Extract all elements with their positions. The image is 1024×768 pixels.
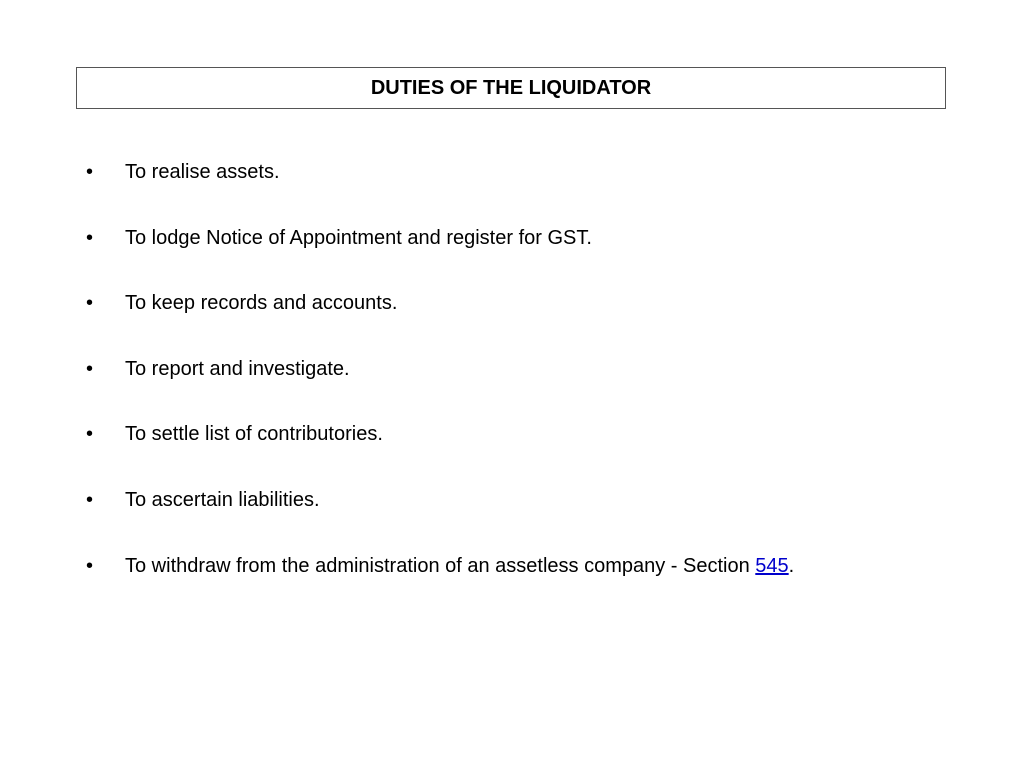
list-item <box>86 222 986 288</box>
duties-list <box>86 156 986 615</box>
bullet-icon: • <box>86 292 94 315</box>
title-box <box>76 67 946 109</box>
list-item-text: To ascertain liabilities. <box>125 488 320 511</box>
bullet-icon: • <box>86 226 94 249</box>
list-item <box>86 418 986 484</box>
bullet-icon: • <box>86 554 94 577</box>
bullet-icon: • <box>86 488 94 511</box>
list-item-text: To realise assets. <box>125 161 280 183</box>
list-item-text: To lodge Notice of Appointment and register for GST. <box>125 226 592 249</box>
list-item-text: To report and investigate. <box>125 357 350 380</box>
bullet-icon: • <box>86 423 94 446</box>
list-item <box>86 353 986 419</box>
list-item <box>86 156 986 222</box>
list-item <box>86 550 986 616</box>
list-item <box>86 287 986 353</box>
bullet-icon: • <box>86 161 94 183</box>
list-item-text: To keep records and accounts. <box>125 292 398 315</box>
slide-title: DUTIES OF THE LIQUIDATOR <box>370 76 652 99</box>
bullet-icon: • <box>86 357 94 380</box>
section-545-link[interactable]: 545 <box>755 554 789 577</box>
list-item-suffix: . <box>788 554 795 577</box>
list-item-text: To settle list of contributories. <box>125 423 383 446</box>
list-item-text-lead: To withdraw from the administration of an assetless company - Section <box>125 554 756 577</box>
list-item <box>86 484 986 550</box>
list-item-text <box>125 550 794 582</box>
